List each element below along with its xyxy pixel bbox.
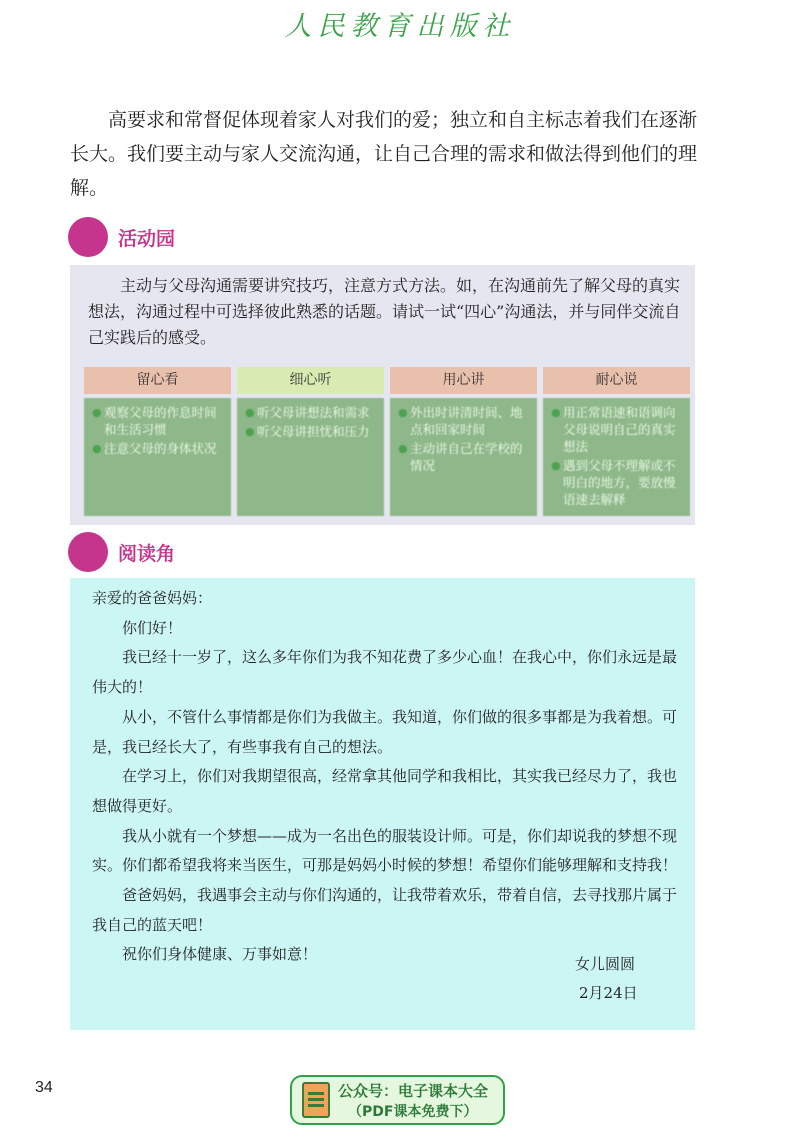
book-icon xyxy=(302,1082,330,1118)
letter-paragraph: 祝你们身体健康、万事如意！ xyxy=(122,945,318,964)
letter-paragraph: 爸爸妈妈，我遇事会主动与你们沟通的，让我带着欢乐，带着自信，去寻找那片属于我自己的蓝天吧！ xyxy=(92,886,678,934)
list-item: ● 外出时讲清时间、地点和回家时间 xyxy=(398,404,531,438)
column-title: 耐心说 xyxy=(543,367,690,394)
reading-box xyxy=(70,578,695,1030)
list-item: ● 听父母讲想法和需求 xyxy=(245,404,378,421)
letter xyxy=(92,584,680,970)
publisher-logo: 人民教育出版社 xyxy=(284,11,516,42)
column-title: 留心看 xyxy=(84,367,231,394)
letter-paragraph: 在学习上，你们对我期望很高，经常拿其他同学和我相比，其实我已经尽力了，我也想做得更好。 xyxy=(92,767,678,815)
letter-date: 2月24日 xyxy=(579,984,638,1002)
column-speak xyxy=(390,367,537,516)
letter-paragraph: 从小，不管什么事情都是你们为我做主。我知道，你们做的很多事都是为我着想。可是，我已经长大了，有些事我有自己的想法。 xyxy=(92,707,678,756)
activity-heading xyxy=(68,217,175,257)
letter-paragraph: 我已经十一岁了，这么多年你们为我不知花费了多少心血！在我心中，你们永远是最伟大的！ xyxy=(92,648,678,697)
letter-paragraph: 我从小就有一个梦想——成为一名出色的服装设计师。可是，你们却说我的梦想不现实。你们都希望我将来当医生，可那是妈妈小时候的梦想！希望你们能够理解和支持我！ xyxy=(92,826,678,875)
column-body xyxy=(390,398,537,516)
activity-columns xyxy=(84,367,691,516)
wechat-badge xyxy=(290,1075,505,1125)
list-item: ● 观察父母的作息时间和生活习惯 xyxy=(92,404,225,438)
column-title: 用心讲 xyxy=(390,367,537,394)
activity-box xyxy=(70,265,695,525)
list-item: ● 注意父母的身体状况 xyxy=(92,440,225,457)
badge-line-2: （PDF课本免费下） xyxy=(348,1104,478,1120)
column-title: 细心听 xyxy=(237,367,384,394)
activity-text: 主动与父母沟通需要讲究技巧，注意方式方法。如，在沟通前先了解父母的真实想法，沟通过程中可选择彼此熟悉的话题。请试一试“四心”沟通法，并与同伴交流自己实践后的感受。 xyxy=(88,276,681,347)
intro-paragraph: 高要求和常督促体现着家人对我们的爱；独立和自主标志着我们在逐渐长大。我们要主动与家人交流沟通，让自己合理的需求和做法得到他们的理解。 xyxy=(70,109,698,199)
section-dot-icon xyxy=(68,217,108,257)
letter-paragraph: 你们好！ xyxy=(122,618,183,637)
badge-line-1: 公众号：电子课本大全 xyxy=(338,1082,489,1100)
list-item: ● 听父母讲担忧和压力 xyxy=(245,423,378,440)
letter-signature: 女儿圆圆 xyxy=(575,955,636,973)
intro-text xyxy=(70,103,700,205)
page-number: 34 xyxy=(35,1079,53,1096)
list-item: ● 主动讲自己在学校的情况 xyxy=(398,440,531,474)
list-item: ● 用正常语速和语调向父母说明自己的真实想法 xyxy=(551,404,684,455)
column-patient xyxy=(543,367,690,516)
letter-salutation: 亲爱的爸爸妈妈： xyxy=(92,589,213,607)
column-watch xyxy=(84,367,231,516)
letter-signoff xyxy=(575,950,638,1008)
section-dot-icon xyxy=(68,532,108,572)
activity-title: 活动园 xyxy=(118,227,176,250)
column-body xyxy=(237,398,384,516)
reading-title: 阅读角 xyxy=(118,542,176,565)
column-listen xyxy=(237,367,384,516)
list-item: ● 遇到父母不理解或不明白的地方，要放慢语速去解释 xyxy=(551,457,684,508)
reading-heading xyxy=(68,532,175,572)
column-body xyxy=(84,398,231,516)
column-body xyxy=(543,398,690,516)
